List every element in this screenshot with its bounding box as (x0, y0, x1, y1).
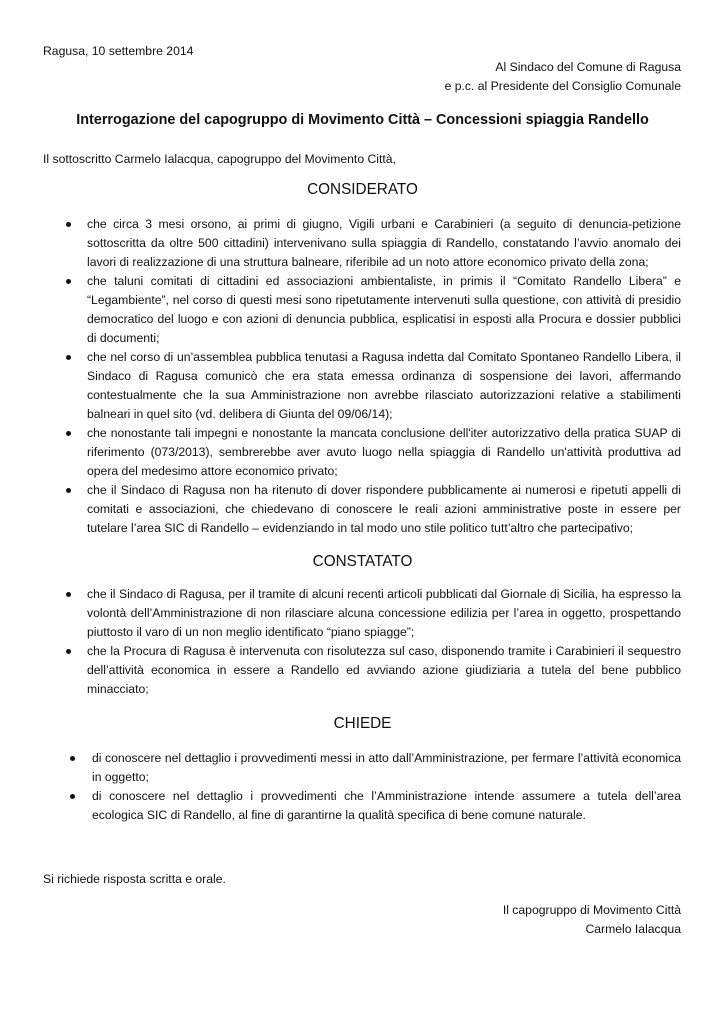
closing-line: Si richiede risposta scritta e orale. (43, 872, 226, 886)
addressee-line: e p.c. al Presidente del Consiglio Comunale (444, 79, 681, 93)
intro-paragraph: Il sottoscritto Carmelo Ialacqua, capogruppo del Movimento Città, (43, 152, 396, 166)
list-item-text: che taluni comitati di cittadini ed associazioni ambientaliste, in primis il “Comitato Randello Libera” e “Legambiente”, nel corso di questi mesi sono ripetutamente intervenuti sulla questione, con attività di presidio democratico del luogo e con azioni di denuncia pubblica, esplicatisi in esposti alla Procura e dossier pubblici di documenti; (87, 274, 681, 345)
section-heading-considerato: CONSIDERATO (307, 181, 418, 198)
document-title: Interrogazione del capogruppo di Movimento Città – Concessioni spiaggia Randello (76, 112, 649, 128)
list-item-text: che nonostante tali impegni e nonostante la mancata conclusione dell'iter autorizzativo della pratica SUAP di riferimento (073/2013), sembrerebbe aver avuto luogo nella spiaggia di Randello un'attività produttiva ad opera del medesimo attore economico privato; (87, 426, 681, 478)
bullet-icon (66, 488, 71, 493)
bullet-icon (70, 794, 75, 799)
bullet-icon (66, 355, 71, 360)
list-item (87, 481, 681, 538)
list-item (87, 215, 681, 272)
letter-date: Ragusa, 10 settembre 2014 (43, 44, 194, 58)
bullet-icon (66, 592, 71, 597)
bullet-icon (66, 431, 71, 436)
list-item (87, 272, 681, 348)
bullet-icon (66, 222, 71, 227)
list-item (92, 787, 681, 825)
bullet-icon (66, 279, 71, 284)
list-item-text: di conoscere nel dettaglio i provvedimenti messi in atto dall’Amministrazione, per fermare l’attività economica in oggetto; (92, 751, 681, 784)
signature-name: Carmelo Ialacqua (585, 922, 681, 936)
list-item (87, 642, 681, 699)
considerato-list (87, 215, 681, 538)
bullet-icon (70, 756, 75, 761)
signature-role: Il capogruppo di Movimento Città (502, 903, 681, 917)
list-item (87, 348, 681, 424)
section-heading-chiede: CHIEDE (333, 715, 392, 732)
constatato-list (87, 585, 681, 699)
list-item-text: che il Sindaco di Ragusa, per il tramite di alcuni recenti articoli pubblicati dal Giornale di Sicilia, ha espresso la volontà dell’Amministrazione di non rilasciare alcuna concessione edilizia per l’area in oggetto, prospettando piuttosto il varo di un non meglio identificato “piano spiagge”; (87, 587, 681, 639)
addressee-line: Al Sindaco del Comune di Ragusa (495, 60, 681, 74)
list-item-text: che circa 3 mesi orsono, ai primi di giugno, Vigili urbani e Carabinieri (a seguito di denuncia-petizione sottoscritta da oltre 500 cittadini) intervenivano sulla spiaggia di Randello, constatando l’avvio anomalo dei lavori di realizzazione di una struttura balneare, riferibile ad un noto attore economico privato della zona; (87, 217, 681, 269)
list-item-text: che il Sindaco di Ragusa non ha ritenuto di dover rispondere pubblicamente ai numerosi e ripetuti appelli di comitati e associazioni, che chiedevano di conoscere le reali azioni amministrative poste in essere per tutelare l’area SIC di Randello – evidenziando in tal modo uno stile politico tutt’altro che partecipativo; (87, 483, 681, 535)
chiede-list (92, 749, 681, 825)
list-item (87, 424, 681, 481)
list-item (87, 585, 681, 642)
bullet-icon (66, 649, 71, 654)
list-item-text: di conoscere nel dettaglio i provvedimenti che l’Amministrazione intende assumere a tutela dell’area ecologica SIC di Randello, al fine di garantirne la qualità specifica di bene comune naturale. (92, 789, 681, 822)
list-item-text: che la Procura di Ragusa è intervenuta con risolutezza sul caso, disponendo tramite i Carabinieri il sequestro dell’attività economica in essere a Randello ed avviando azione giudiziaria a tutela del bene pubblico minacciato; (87, 644, 681, 696)
signature-block (503, 901, 681, 939)
list-item (92, 749, 681, 787)
addressee-block (445, 58, 681, 96)
section-heading-constatato: CONSTATATO (312, 553, 413, 570)
list-item-text: che nel corso di un’assemblea pubblica tenutasi a Ragusa indetta dal Comitato Spontaneo Randello Libera, il Sindaco di Ragusa comunicò che era stata emessa ordinanza di sospensione dei lavori, affermando contestualmente che la sua Amministrazione non avrebbe rilasciato autorizzazioni relative a stabilimenti balneari in quel sito (vd. delibera di Giunta del 09/06/14); (87, 350, 681, 421)
